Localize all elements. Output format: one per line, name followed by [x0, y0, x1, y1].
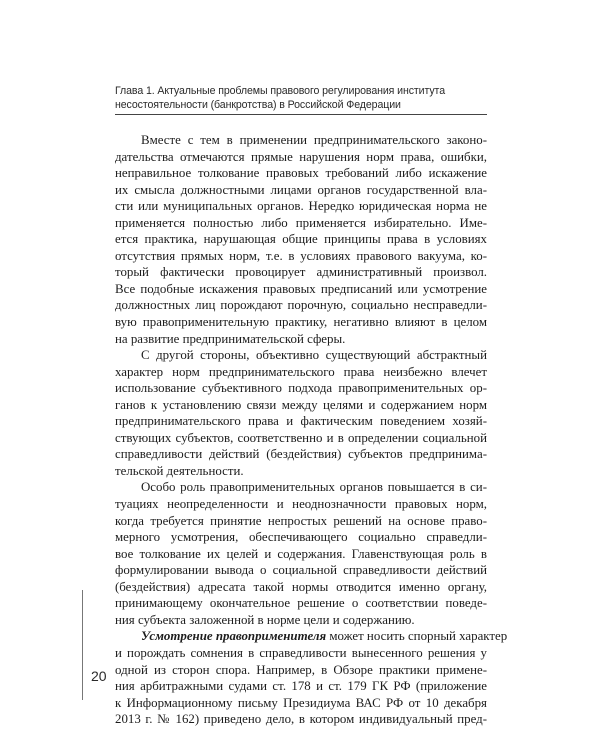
text-line: когда требуется принятие непростых решений на основе право- — [115, 513, 487, 528]
text-line — [115, 628, 508, 645]
paragraph-4 — [115, 628, 508, 727]
text-line-rest: может носить спорный характер — [326, 629, 508, 644]
page-number: 20 — [91, 668, 107, 684]
text-line: ния субъекта заложенной в норме цели и содержанию. — [115, 612, 415, 627]
header-divider — [115, 114, 487, 115]
text-line: формулировании вывода о социальной справедливости действий — [115, 563, 487, 578]
text-line: справедливости действий (бездействия) субъектов предпринима- — [115, 447, 487, 462]
text-line: ется практика, нарушающая общие принципы права в условиях — [115, 232, 487, 247]
text-line: использование субъективного подхода правоприменительных ор- — [115, 381, 487, 396]
text-line: к Информационному письму Президиума ВАС РФ от 10 декабря — [115, 695, 487, 710]
paragraph-1 — [115, 132, 487, 347]
text-line: неправильное толкование правовых требований либо искажение — [115, 166, 487, 181]
text-line: Особо роль правоприменительных органов повышается в си- — [141, 480, 487, 495]
text-line: вую правоприменительную практику, негативно влияют в целом — [115, 315, 487, 330]
paragraph-2 — [115, 347, 487, 479]
text-line: сти или муниципальных органов. Нередко юридическая норма не — [115, 199, 487, 214]
paragraph-3 — [115, 479, 487, 628]
text-line: характер норм предпринимательского права неизбежно влечет — [115, 364, 487, 379]
text-line: мерного усмотрения, обеспечивающего социально справедли- — [115, 530, 487, 545]
running-header-line: несостоятельности (банкротства) в Российской Федерации — [115, 99, 401, 111]
text-line: ствующих субъектов, соответственно и в определении социальной — [115, 430, 487, 445]
running-header — [115, 84, 487, 112]
text-line: ганов к установлению связи между целями и содержанием норм — [115, 397, 487, 412]
text-line: предпринимательского права и фактическим поведением хозяй- — [115, 414, 487, 429]
text-line: ния арбитражными судами ст. 178 и ст. 179 ГК РФ (приложение — [115, 679, 487, 694]
text-line: туациях неопределенности и неоднозначности правовых норм, — [115, 497, 487, 512]
text-line: вое толкование их целей и содержания. Главенствующая роль в — [115, 546, 487, 561]
text-line: должностных лиц порождают порочную, социально несправедли- — [115, 298, 487, 313]
text-line: Вместе с тем в применении предпринимательского законо- — [141, 133, 487, 147]
text-line: С другой стороны, объективно существующий абстрактный — [141, 348, 487, 363]
margin-rule — [82, 590, 83, 700]
text-line: торый фактически провоцирует административный произвол. — [115, 265, 487, 280]
text-line: на развитие предпринимательской сферы. — [115, 331, 346, 346]
text-line: дательства отмечаются прямые нарушения норм права, ошибки, — [115, 149, 487, 164]
text-line: их смысла должностными лицами органов государственной вла- — [115, 182, 487, 197]
text-line: отсутствия прямых норм, т.е. в условиях правового вакуума, ко- — [115, 248, 487, 263]
text-line: одной из сторон спора. Например, в Обзоре практики примене- — [115, 662, 487, 677]
text-line: 2013 г. № 162) приведено дело, в котором индивидуальный пред- — [115, 712, 487, 727]
text-line: принимающему окончательное решение о соответствии поведе- — [115, 596, 487, 611]
running-header-line: Глава 1. Актуальные проблемы правового регулирования института — [115, 85, 445, 97]
text-line: тельской деятельности. — [115, 463, 244, 478]
text-line: Все подобные искажения правовых предписаний или усмотрение — [115, 281, 487, 296]
emphasized-term: Усмотрение правоприменителя — [141, 629, 327, 644]
text-line: применяется полностью либо применяется избирательно. Име- — [115, 215, 487, 230]
text-line: и порождать сомнения в справедливости вынесенного решения у — [115, 645, 487, 660]
body-text — [115, 132, 508, 728]
text-line: (бездействия) адресата такой нормы отводится именно органу, — [115, 579, 487, 594]
